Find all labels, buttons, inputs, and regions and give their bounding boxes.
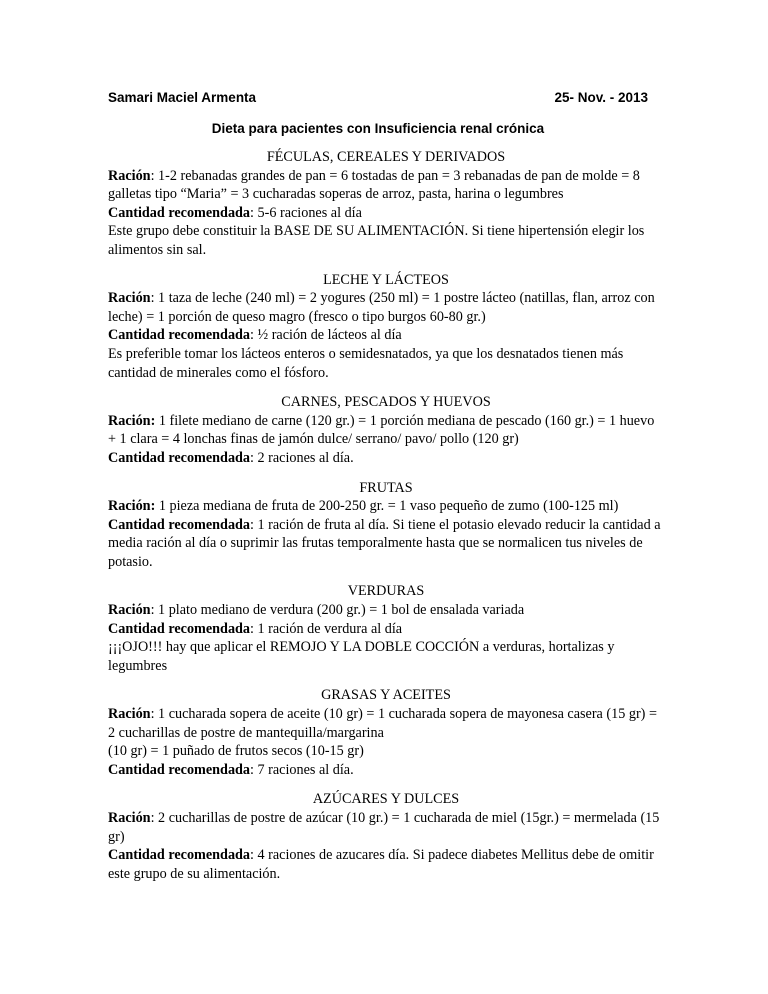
racion-label: Ración: — [108, 412, 156, 429]
cantidad-text: : ½ ración de lácteos al día — [250, 327, 402, 344]
section-note: Es preferible tomar los lácteos enteros o semidesnatados, ya que los desnatados tienen más cantidad de minerales como el fósforo. — [108, 345, 624, 381]
racion-continuation: (10 gr) = 1 puñado de frutos secos (10-15 gr) — [108, 743, 364, 760]
racion-text: : 1-2 rebanadas grandes de pan = 6 tostadas de pan = 3 rebanadas de pan de molde = 8 galletas tipo “Maria” = 3 cucharadas soperas de arroz, pasta, harina o legumbres — [108, 167, 640, 203]
racion-label: Ración — [108, 810, 151, 826]
document-date: 25- Nov. - 2013 — [554, 90, 648, 105]
section-carnes — [108, 393, 664, 467]
racion-text: : 2 cucharillas de postre de azúcar (10 gr.) = 1 cucharada de miel (15gr.) = mermelada (15 gr) — [108, 810, 660, 845]
cantidad-label: Cantidad recomendada — [108, 847, 251, 864]
racion-label: Ración — [108, 167, 151, 184]
cantidad-text: : 2 raciones al día. — [250, 449, 354, 466]
section-azucares — [108, 790, 664, 883]
cantidad-label: Cantidad recomendada — [108, 516, 251, 533]
section-feculas — [108, 148, 664, 260]
racion-text: 1 pieza mediana de fruta de 200-250 gr. = 1 vaso pequeño de zumo (100-125 ml) — [155, 498, 619, 515]
racion-line — [108, 289, 664, 326]
section-title: CARNES, PESCADOS Y HUEVOS — [281, 394, 491, 411]
document-body — [108, 148, 664, 894]
racion-text: 1 filete mediano de carne (120 gr.) = 1 porción mediana de pescado (160 gr.) = 1 huevo + 1 clara = 4 lonchas finas de jamón dulce/ serrano/ pavo/ pollo (120 gr) — [108, 412, 655, 448]
document-header — [108, 90, 648, 105]
cantidad-text: : 5-6 raciones al día — [250, 204, 362, 221]
section-title: VERDURAS — [347, 583, 425, 600]
cantidad-line — [108, 516, 664, 572]
section-title: FRUTAS — [359, 479, 413, 496]
section-title: FÉCULAS, CEREALES Y DERIVADOS — [266, 149, 506, 165]
section-title: AZÚCARES Y DULCES — [312, 791, 460, 808]
section-verduras — [108, 582, 664, 675]
racion-text: : 1 plato mediano de verdura (200 gr.) = 1 bol de ensalada variada — [150, 602, 525, 619]
racion-line — [108, 167, 664, 204]
section-note: Este grupo debe constituir la BASE DE SU ALIMENTACIÓN. Si tiene hipertensión elegir los alimentos sin sal. — [108, 223, 645, 258]
racion-label: Ración — [108, 290, 151, 307]
cantidad-text: : 7 raciones al día. — [250, 761, 354, 778]
racion-text: : 1 taza de leche (240 ml) = 2 yogures (250 ml) = 1 postre lácteo (natillas, flan, arroz con leche) = 1 porción de queso magro (fresco o tipo burgos 60-80 gr.) — [108, 290, 655, 325]
section-title: GRASAS Y ACEITES — [321, 687, 451, 704]
document-title: Dieta para pacientes con Insuficiencia renal crónica — [211, 121, 545, 136]
cantidad-label: Cantidad recomendada — [108, 620, 251, 637]
racion-line — [108, 705, 664, 742]
cantidad-line — [108, 326, 664, 345]
cantidad-text: : 1 ración de fruta al día. Si tiene el potasio elevado reducir la cantidad a media ración al día o suprimir las frutas temporalmente hasta que se normalicen tus niveles de potasio. — [108, 516, 661, 570]
cantidad-label: Cantidad recomendada — [108, 449, 251, 466]
author-name: Samari Maciel Armenta — [108, 90, 257, 105]
cantidad-line — [108, 449, 664, 468]
section-title: LECHE Y LÁCTEOS — [323, 271, 449, 288]
racion-line — [108, 412, 664, 449]
section-frutas — [108, 479, 664, 572]
cantidad-line — [108, 620, 664, 639]
racion-label: Ración: — [108, 498, 156, 515]
racion-line — [108, 497, 664, 516]
racion-text: : 1 cucharada sopera de aceite (10 gr) = 1 cucharada sopera de mayonesa casera (15 gr) = 2 cucharillas de postre de mantequilla/margarina — [108, 706, 657, 741]
cantidad-text: : 1 ración de verdura al día — [250, 620, 403, 637]
cantidad-line — [108, 846, 664, 883]
section-grasas — [108, 686, 664, 779]
section-note: ¡¡¡OJO!!! hay que aplicar el REMOJO Y LA DOBLE COCCIÓN a verduras, hortalizas y legumbres — [108, 639, 615, 674]
cantidad-line — [108, 761, 664, 780]
cantidad-line — [108, 204, 664, 223]
section-lacteos — [108, 271, 664, 383]
cantidad-label: Cantidad recomendada — [108, 204, 251, 221]
racion-line — [108, 809, 664, 846]
cantidad-text: : 4 raciones de azucares día. Si padece diabetes Mellitus debe de omitir este grupo de su alimentación. — [108, 847, 654, 882]
racion-line — [108, 601, 664, 620]
racion-label: Ración — [108, 706, 151, 723]
racion-label: Ración — [108, 602, 151, 619]
cantidad-label: Cantidad recomendada — [108, 761, 251, 778]
cantidad-label: Cantidad recomendada — [108, 327, 251, 344]
